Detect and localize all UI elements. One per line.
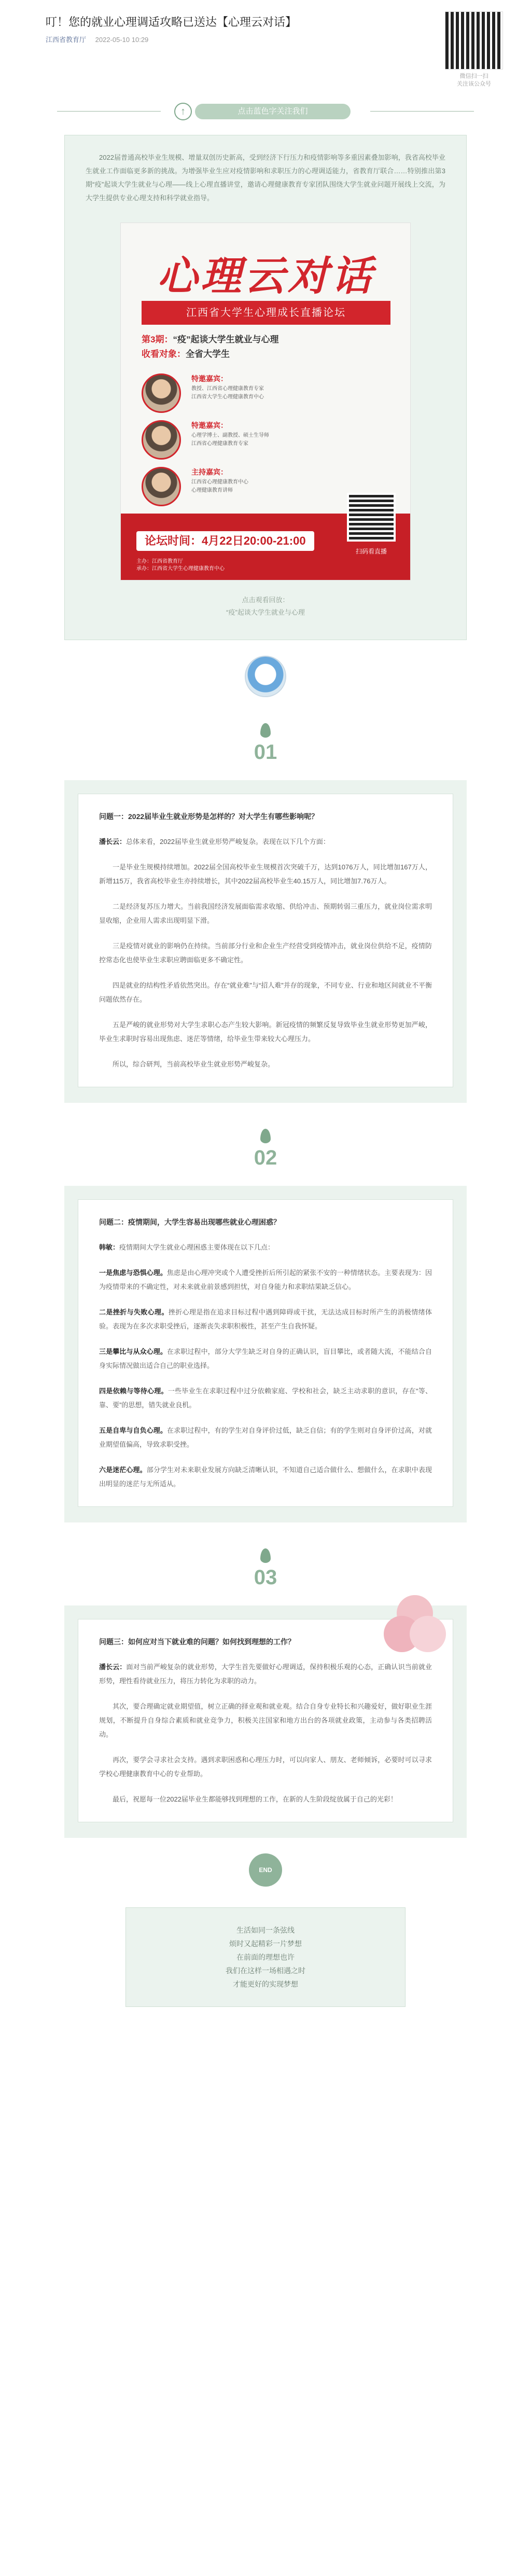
guest-card (142, 373, 390, 420)
section-num: 03 (254, 1566, 277, 1589)
leaf-icon (260, 1548, 271, 1563)
replay-caption[interactable]: 点击观看回放： “疫”起谈大学生就业与心理 (226, 596, 305, 616)
qa-panel (64, 1605, 467, 1838)
paragraph: 四是依赖与等待心理。一些毕业生在求职过程中过分依赖家庭、学校和社会，缺乏主动求职的意识，存在“等、靠、要”的思想，错失就业良机。 (99, 1387, 432, 1409)
guest-role: 特邀嘉宾： (191, 375, 228, 383)
poster-issue (142, 332, 278, 345)
issue-label: 第3期： (142, 335, 173, 344)
paragraph: 三是攀比与从众心理。在求职过程中，部分大学生缺乏对自身的正确认识，盲目攀比，或者随大流，不能结合自身实际情况做出适合自己的职业选择。 (99, 1348, 432, 1369)
paragraph: 六是迷茫心理。部分学生对未来职业发展方向缺乏清晰认识，不知道自己适合做什么、想做什么，在求职中表现出明显的迷茫与无所适从。 (99, 1466, 432, 1488)
guest-role: 主持嘉宾： (191, 468, 228, 476)
paragraph: 所以，综合研判，当前高校毕业生就业形势严峻复杂。 (113, 1060, 275, 1068)
guest-desc: 心理学博士、副教授、硕士生导师 江西省心理健康教育专家 (191, 433, 269, 447)
paragraph: 四是就业的结构性矛盾依然突出。存在“就业难”与“招人难”并存的现象，不同专业、行业和地区间就业不平衡问题依然存在。 (99, 981, 432, 1003)
paragraph: 二是经济复苏压力增大。当前我国经济发展面临需求收缩、供给冲击、预期转弱三重压力，就业岗位需求明显收缩，企业用人需求出现明显下滑。 (99, 903, 432, 924)
paragraph: 再次，要学会寻求社会支持。遇到求职困惑和心理压力时，可以向家人、朋友、老师倾诉，必要时可以寻求学校心理健康教育中心的专业帮助。 (99, 1756, 432, 1778)
poem-line: 生活如同一条弦线 (236, 1926, 295, 1934)
guest-card (142, 420, 390, 467)
qa-panel (64, 780, 467, 1103)
poem-line: 烦时又起精彩一片梦想 (229, 1940, 302, 1948)
qa-card (78, 1199, 453, 1507)
paragraph: 韩敏：疫情期间大学生就业心理困惑主要体现在以下几点： (99, 1243, 275, 1251)
audience-text: 全省大学生 (186, 349, 230, 359)
mascot-icon (245, 656, 286, 697)
qr-caption: 微信扫一扫 关注该公众号 (457, 73, 491, 87)
live-qr-code-icon[interactable] (347, 493, 396, 542)
qr-label: 扫码看直播 (355, 548, 387, 555)
source-link[interactable]: 江西省教育厅 (46, 36, 87, 44)
article-title: 叮！您的就业心理调适攻略已送达【心理云对话】 (46, 16, 297, 29)
follow-banner (52, 99, 479, 124)
poster-audience (142, 347, 230, 359)
event-poster (120, 223, 411, 580)
follow-us-pill[interactable]: 点击蓝色字关注我们 (195, 104, 351, 119)
question: 问题三：如何应对当下就业难的问题？如何找到理想的工作？ (99, 1638, 295, 1646)
paragraph: 二是挫折与失败心理。挫折心理是指在追求目标过程中遇到障碍或干扰，无法达成目标时所产生的消极情绪体验。表现为在多次求职受挫后，逐渐丧失求职积极性，甚至产生自我怀疑。 (99, 1308, 432, 1330)
poster-footer (121, 514, 411, 580)
poster-subtitle: 江西省大学生心理成长直播论坛 (142, 301, 390, 325)
guest-desc: 教授、江西省心理健康教育专家 江西省大学生心理健康教育中心 (191, 386, 264, 400)
divider (57, 111, 161, 112)
paragraph: 最后，祝愿每一位2022届毕业生都能够找到理想的工作，在新的人生阶段绽放属于自己的光彩！ (113, 1795, 397, 1803)
follow-qr-box (445, 11, 503, 88)
poster-title: 心理云对话 (157, 253, 375, 299)
question: 问题一：2022届毕业生就业形势是怎样的？对大学生有哪些影响呢？ (99, 812, 319, 821)
qa-panel (64, 1186, 467, 1522)
intro-panel (64, 135, 467, 640)
guest-role: 特邀嘉宾： (191, 421, 228, 430)
avatar (142, 373, 181, 413)
poem-line: 才能更好的实现梦想 (233, 1980, 298, 1988)
article-header (0, 0, 531, 87)
guest-desc: 江西省心理健康教育中心 心理健康教育讲师 (191, 479, 248, 493)
poster-organizer: 主办：江西省教育厅 承办：江西省大学生心理健康教育中心 (136, 559, 225, 572)
section-number (52, 718, 479, 780)
forum-time: 论坛时间：4月22日20:00-21:00 (136, 531, 314, 551)
qa-card (78, 794, 453, 1087)
question: 问题二：疫情期间，大学生容易出现哪些就业心理困惑？ (99, 1218, 281, 1226)
paragraph: 五是严峻的就业形势对大学生求职心态产生较大影响。新冠疫情的频繁反复导致毕业生就业形势更加严峻，毕业生求职时容易出现焦虑、迷茫等情绪，给毕业生带来较大心理压力。 (99, 1021, 432, 1043)
paragraph: 其次，要合理确定就业期望值，树立正确的择业观和就业观。结合自身专业特长和兴趣爱好，做好职业生涯规划，不断提升自身综合素质和就业竞争力，积极关注国家和地方出台的各项就业政策，主动参与各类招聘活动。 (99, 1702, 432, 1738)
flower-icon (384, 1595, 446, 1663)
closing-poem (125, 1907, 406, 2007)
article-body (52, 99, 479, 2007)
intro-text: 2022届普通高校毕业生规模、增量双创历史新高，受到经济下行压力和疫情影响等多重因素叠加影响，我省高校毕业生就业工作面临更多新的挑战。为增强毕业生应对疫情影响和求职压力的心理调适能力，省教育厅联合……特别推出第3期“疫”起谈大学生就业与心理——线上心理直播讲堂，邀请心理健康教育专家团队围绕大学生就业问题开展线上交流，为大学生提供专业心理支持和科学就业指导。 (86, 154, 445, 202)
poem-line: 我们在这样一场相遇之时 (226, 1966, 305, 1975)
issue-text: “疫”起谈大学生就业与心理 (173, 335, 279, 344)
publish-date: 2022-05-10 10:29 (95, 36, 149, 44)
paragraph: 三是疫情对就业的影响仍在持续。当前部分行业和企业生产经营受到疫情冲击，就业岗位供给不足，疫情防控常态化也使毕业生求职应聘面临更多不确定性。 (99, 942, 432, 964)
poem-line: 在前面的理想也许 (236, 1953, 295, 1961)
section-num: 01 (254, 741, 277, 764)
paragraph: 潘长云：面对当前严峻复杂的就业形势，大学生首先要做好心理调适，保持积极乐观的心态，正确认识当前就业形势，理性看待就业压力，将压力转化为求职的动力。 (99, 1663, 432, 1685)
paragraph: 一是毕业生规模持续增加。2022届全国高校毕业生规模首次突破千万，达到1076万人，同比增加167万人，新增115万，我省高校毕业生亦持续增长，其中2022届高校毕业生40.15万人，同比增加7.76万人。 (99, 863, 432, 885)
avatar (142, 467, 181, 506)
end-badge: END (249, 1853, 282, 1887)
paragraph: 五是自卑与自负心理。在求职过程中，有的学生对自身评价过低，缺乏自信；有的学生则对自身评价过高，对就业期望值偏高，导致求职受挫。 (99, 1427, 432, 1448)
paragraph: 潘长云：总体来看，2022届毕业生就业形势严峻复杂。表现在以下几个方面： (99, 838, 330, 846)
article-meta (46, 34, 148, 44)
leaf-icon (260, 723, 271, 738)
avatar (142, 420, 181, 460)
divider (370, 111, 474, 112)
section-number (52, 1124, 479, 1186)
paragraph: 一是焦虑与恐惧心理。焦虑是由心理冲突或个人遭受挫折后所引起的紧张不安的一种情绪状态。主要表现为：因为疫情带来的不确定性，对未来就业前景感到担忧，对自身能力和求职结果缺乏信心。 (99, 1269, 432, 1291)
arrow-up-icon: ↑ (174, 103, 192, 120)
audience-label: 收看对象： (142, 349, 186, 359)
qr-code-icon (445, 11, 503, 70)
section-num: 02 (254, 1146, 277, 1169)
leaf-icon (260, 1129, 271, 1143)
